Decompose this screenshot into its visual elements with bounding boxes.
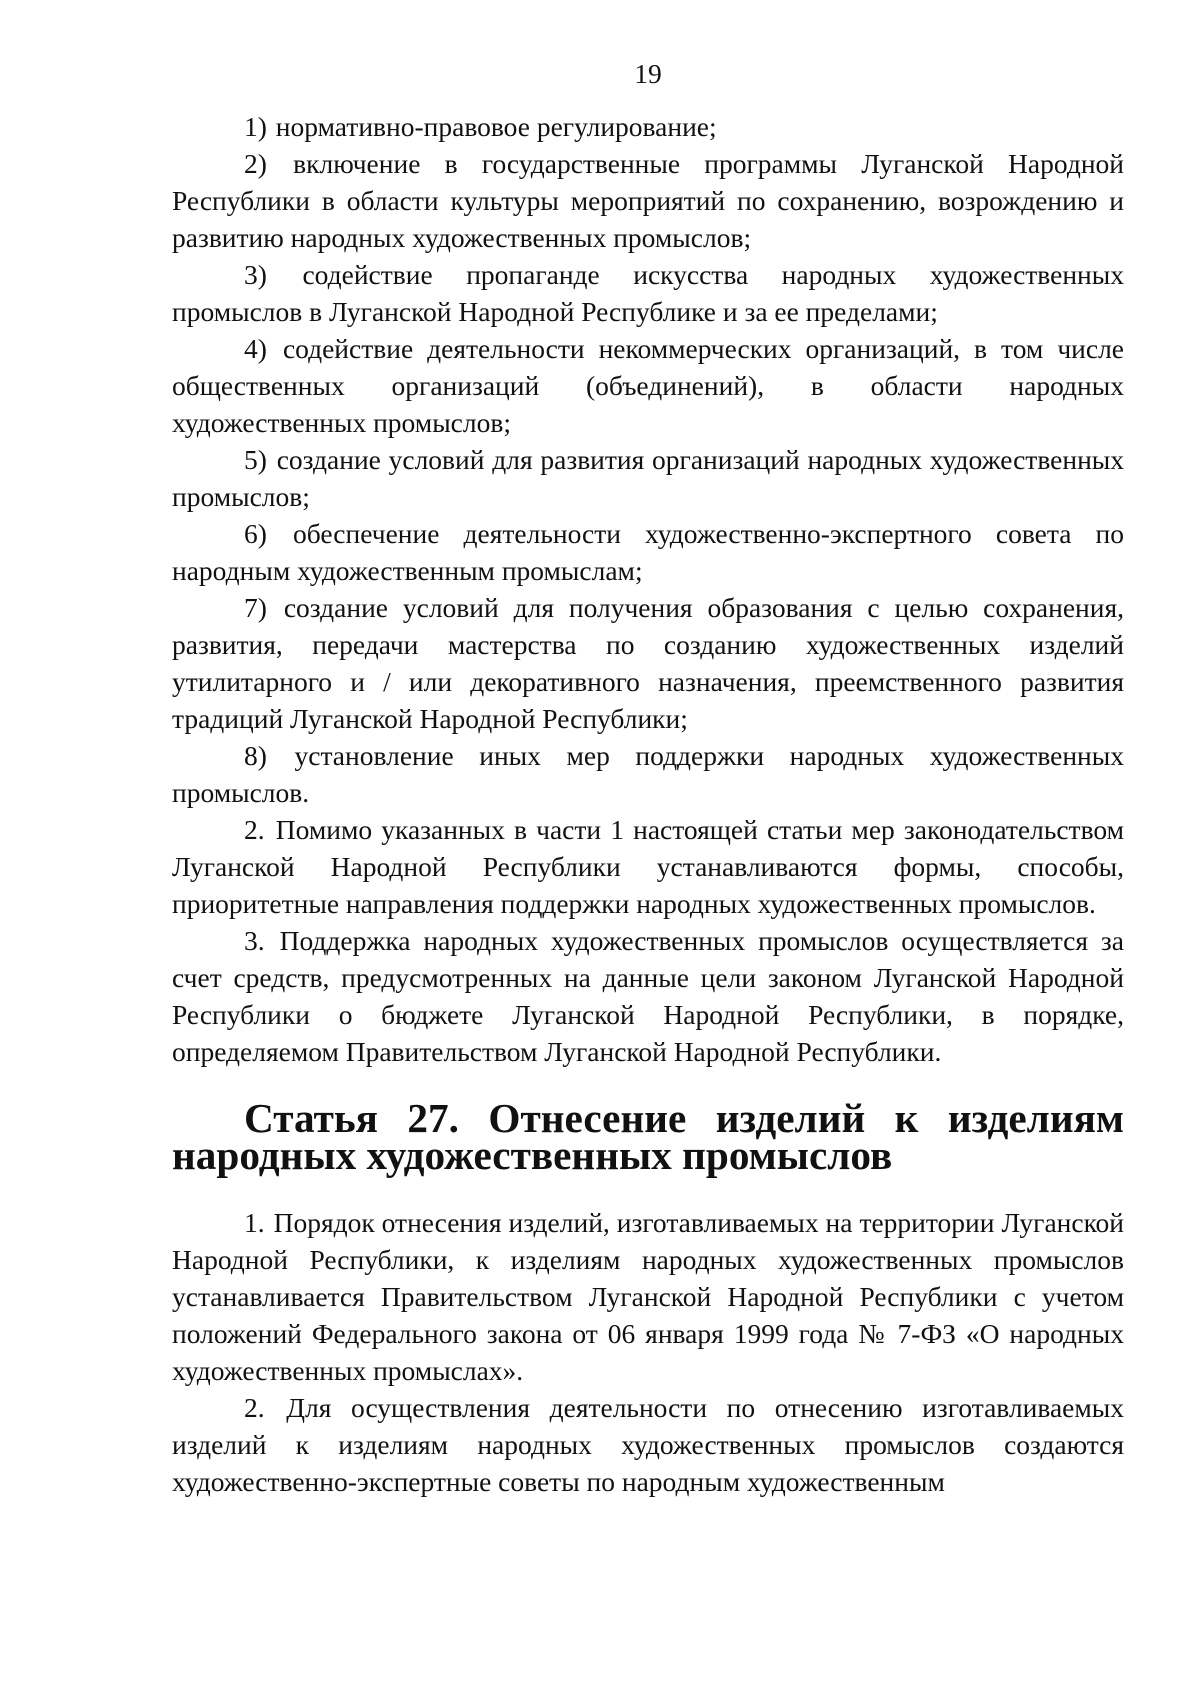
item-text: создание условий для получения образования с целью сохранения, развития, передачи мастерства по созданию художественных изделий утилитарного и / или декоративного назначения, преемственного развития традиций Луганской Народной Республики; [172, 592, 1125, 734]
list-item [172, 330, 1124, 441]
list-item [172, 737, 1124, 811]
item-text: содействие деятельности некоммерческих организаций, в том числе общественных организаций (объединений), в области народных художественных промыслов; [172, 333, 1125, 438]
document-page [172, 55, 1124, 1500]
article-part [172, 1389, 1124, 1500]
part-number: 2. [244, 1392, 265, 1423]
item-number: 2) [244, 148, 267, 179]
list-item [172, 515, 1124, 589]
item-text: создание условий для развития организаций народных художественных промыслов; [172, 444, 1125, 512]
list-item [172, 256, 1124, 330]
item-number: 6) [244, 518, 267, 549]
item-text: содействие пропаганде искусства народных художественных промыслов в Луганской Народной Республике и за ее пределами; [172, 259, 1124, 327]
article-part [172, 922, 1124, 1070]
item-number: 3) [244, 259, 267, 290]
page-number: 19 [634, 58, 662, 89]
list-item [172, 589, 1124, 737]
list-item [172, 108, 1124, 145]
part-number: 1. [244, 1207, 265, 1238]
part-text: Порядок отнесения изделий, изготавливаемых на территории Луганской Народной Республики, к изделиям народных художественных промыслов устанавливается Правительством Луганской Народной Республики с учетом положений Федерального закона от 06 января 1999 года № 7-ФЗ «О народных художественных промыслах». [172, 1207, 1124, 1386]
list-item [172, 145, 1124, 256]
part-text: Помимо указанных в части 1 настоящей статьи мер законодательством Луганской Народной Республики устанавливаются формы, способы, приоритетные направления поддержки народных художественных промыслов. [172, 814, 1125, 919]
item-text: обеспечение деятельности художественно-экспертного совета по народным художественным промыслам; [172, 518, 1124, 586]
part-number: 2. [244, 814, 265, 845]
item-number: 8) [244, 740, 267, 771]
item-number: 4) [244, 333, 267, 364]
part-number: 3. [244, 925, 265, 956]
item-text: включение в государственные программы Луганской Народной Республики в области культуры мероприятий по сохранению, возрождению и развитию народных художественных промыслов; [172, 148, 1124, 253]
article-part [172, 1204, 1124, 1389]
part-text: Поддержка народных художественных промыслов осуществляется за счет средств, предусмотренных на данные цели законом Луганской Народной Республики о бюджете Луганской Народной Республики, в порядке, определяемом Правительством Луганской Народной Республики. [172, 925, 1125, 1067]
item-text: нормативно-правовое регулирование; [275, 111, 717, 142]
list-item [172, 441, 1124, 515]
article-part [172, 811, 1124, 922]
part-text: Для осуществления деятельности по отнесению изготавливаемых изделий к изделиям народных художественных промыслов создаются художественно-экспертные советы по народным художественным [172, 1392, 1125, 1497]
item-text: установление иных мер поддержки народных художественных промыслов. [172, 740, 1125, 808]
item-number: 1) [244, 111, 267, 142]
item-number: 7) [244, 592, 267, 623]
item-number: 5) [244, 444, 267, 475]
article-heading: Статья 27. Отнесение изделий к изделиям народных художественных промыслов [172, 1095, 1124, 1178]
